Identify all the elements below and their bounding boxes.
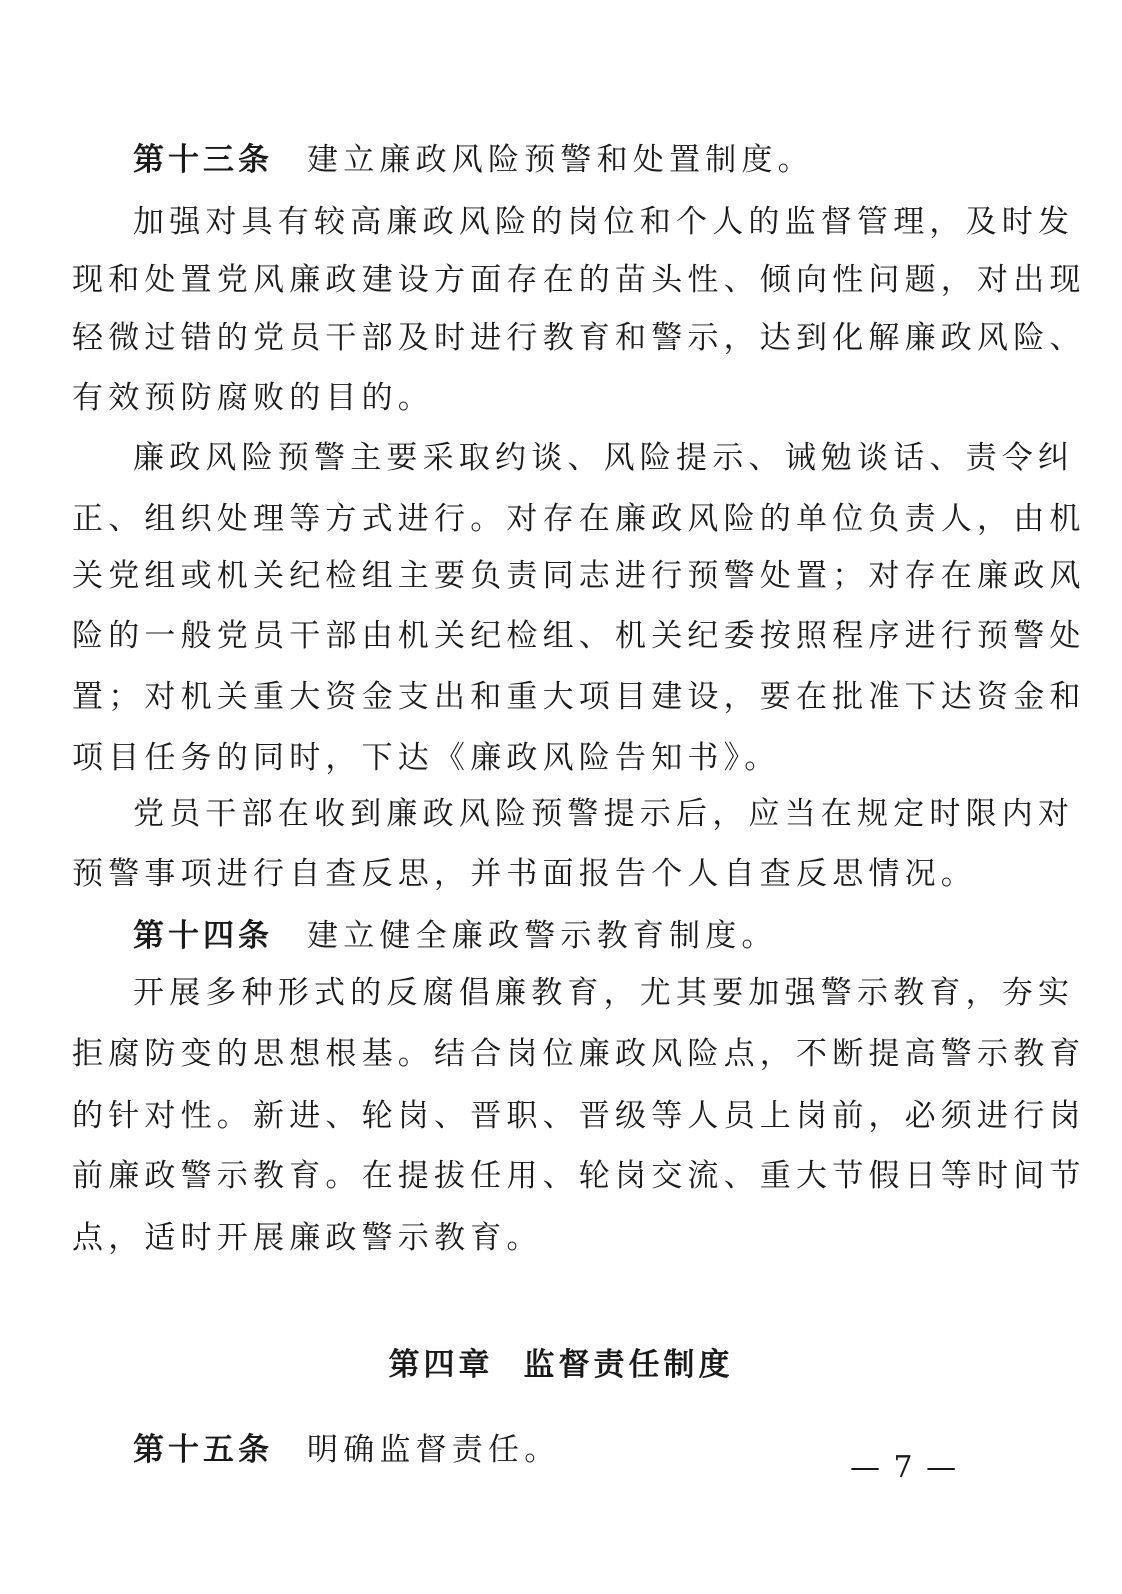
article-14-heading-line bbox=[133, 918, 963, 954]
paragraph-line: 拒腐防变的思想根基。结合岗位廉政风险点，不断提高警示教育 bbox=[72, 1036, 1086, 1072]
paragraph-line: 的针对性。新进、轮岗、晋职、晋级等人员上岗前，必须进行岗 bbox=[72, 1098, 1086, 1134]
chapter-heading bbox=[0, 1347, 1122, 1383]
chapter-title: 监督责任制度 bbox=[523, 1347, 734, 1383]
paragraph-line: 加强对具有较高廉政风险的岗位和个人的监督管理，及时发 bbox=[133, 204, 1075, 240]
page-number: — 7 — bbox=[850, 1450, 959, 1485]
article-14-title: 建立健全廉政警示教育制度。 bbox=[307, 918, 778, 954]
paragraph-line: 预警事项进行自查反思，并书面报告个人自查反思情况。 bbox=[72, 856, 977, 892]
article-15-heading-line bbox=[133, 1432, 963, 1468]
paragraph-line: 置；对机关重大资金支出和重大项目建设，要在批准下达资金和 bbox=[72, 679, 1086, 715]
paragraph-line: 点，适时开展廉政警示教育。 bbox=[72, 1220, 543, 1256]
article-15-heading: 第十五条 bbox=[133, 1432, 273, 1468]
article-13-title: 建立廉政风险预警和处置制度。 bbox=[307, 142, 814, 178]
paragraph-line: 项目任务的同时，下达《廉政风险告知书》。 bbox=[72, 740, 781, 776]
paragraph-line: 前廉政警示教育。在提拔任用、轮岗交流、重大节假日等时间节 bbox=[72, 1158, 1086, 1194]
chapter-number: 第四章 bbox=[388, 1347, 494, 1383]
article-13-heading: 第十三条 bbox=[133, 142, 273, 178]
article-14-heading: 第十四条 bbox=[133, 918, 273, 954]
paragraph-line: 现和处置党风廉政建设方面存在的苗头性、倾向性问题，对出现 bbox=[72, 262, 1086, 298]
paragraph-line: 廉政风险预警主要采取约谈、风险提示、诫勉谈话、责令纠 bbox=[133, 440, 1075, 476]
paragraph-line: 正、组织处理等方式进行。对存在廉政风险的单位负责人，由机 bbox=[72, 501, 1086, 537]
article-13-heading-line bbox=[133, 142, 963, 178]
paragraph-line: 轻微过错的党员干部及时进行教育和警示，达到化解廉政风险、 bbox=[72, 320, 1086, 356]
paragraph-line: 有效预防腐败的目的。 bbox=[72, 380, 434, 416]
article-15-title: 明确监督责任。 bbox=[307, 1432, 561, 1468]
paragraph-line: 开展多种形式的反腐倡廉教育，尤其要加强警示教育，夯实 bbox=[133, 975, 1075, 1011]
paragraph-line: 险的一般党员干部由机关纪检组、机关纪委按照程序进行预警处 bbox=[72, 618, 1086, 654]
paragraph-line: 党员干部在收到廉政风险预警提示后，应当在规定时限内对 bbox=[133, 796, 1075, 832]
paragraph-line: 关党组或机关纪检组主要负责同志进行预警处置；对存在廉政风 bbox=[72, 558, 1086, 594]
